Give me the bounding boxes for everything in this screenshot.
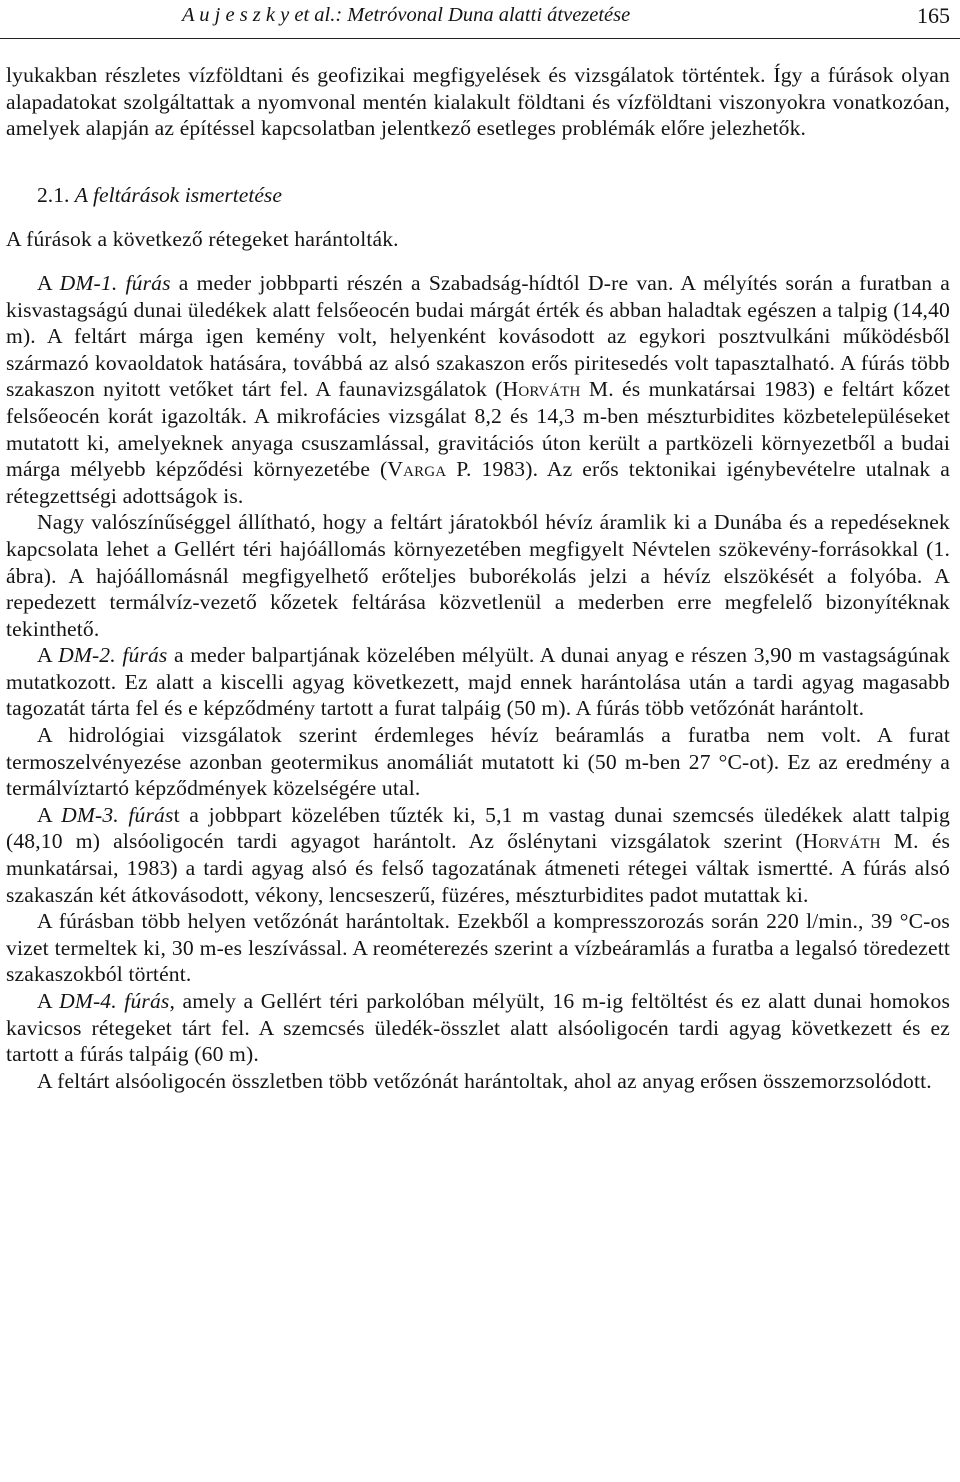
dm2-article: A	[37, 643, 59, 668]
dm3-text-1: a jobbpart közelében tűzték ki, 5,1 m vastag dunai szemcsés üledékek alatt talpig (48,10 m) alsóoligocén tardi agyagot harántolt. Az őslénytani vizsgálatok szerint (	[6, 802, 950, 854]
dm1-borehole-name: DM-1. fúrás	[59, 270, 171, 295]
dm1-author-2: Varga	[387, 457, 447, 482]
dm2-borehole-name: DM-2. fúrás	[58, 643, 168, 668]
page-number: 165	[917, 3, 950, 28]
dm1-text-3: P. 1983). Az erős tektonikai igénybevételre utalnak a rétegzettségi adottságok is.	[6, 457, 951, 508]
geothermal-paragraph: Nagy valószínűséggel állítható, hogy a feltárt járatokból hévíz áramlik ki a Dunába és a repedéseknek kapcsolata lehet a Gellért téri hajóállomás környezetében megfigyelt Névtelen szökevény-forrásokkal (1. ábra). A hajóállomásnál megfigyelhető erőteljes buborékolás jelzi a hévíz elszökését a folyóba. A repedezett termálvíz-vezető kőzetek feltárása közvetlenül a mederben erre megfelelő bizonyítéknak tekinthető.	[6, 510, 950, 641]
intro-paragraph: lyukakban részletes vízföldtani és geofizikai megfigyelések és vizsgálatok történtek. Így a fúrások olyan alapadatokat szolgáltattak a nyomvonal mentén kialakult földtani és vízföldtani viszonyokra vonatkozóan, amelyek alapján az építéssel kapcsolatban jelentkező esetleges problémák előre jelezhetők.	[6, 63, 950, 141]
dm1-text-1: a meder jobbparti részén a Szabadság-hídtól D-re van. A mélyítés során a furatban a kisvastagságú dunai üledékek alatt felsőeocén budai márgát érték és abban haladtak egészen a talpig (14,40 m). A feltárt márga igen kemény volt, helyenként kovásodott az egykori posztvulkáni működésből származó kovaoldatok hatására, továbbá az alsó szakaszon erős piritesedés volt tapasztalható. A fúrás több szakaszon nyitott vetőket tárt fel. A faunavizsgálatok (	[6, 270, 950, 402]
dm3-name-suffix: t	[173, 802, 180, 827]
dm2-paragraph	[6, 642, 950, 722]
final-paragraph: A feltárt alsóoligocén összletben több vetőzónát harántoltak, ahol az anyag erősen összemorzsolódott.	[37, 1068, 932, 1093]
section-title: A feltárások ismertetése	[74, 182, 282, 207]
dm3-author: Horváth	[802, 829, 881, 854]
dm4-article: A	[37, 989, 60, 1013]
lead-paragraph: A fúrások a következő rétegeket harántolták.	[6, 227, 399, 252]
dm1-author-1: Horváth	[502, 377, 581, 402]
running-title: A u j e s z k y et al.: Metróvonal Duna alatti átvezetése	[182, 4, 631, 26]
dm4-paragraph	[6, 988, 950, 1068]
dm1-paragraph	[6, 270, 950, 509]
section-number: 2.1.	[37, 182, 70, 207]
dm3-text-2: M. és munkatársai, 1983) a tardi agyag alsó és felső tagozatának átmeneti rétegei váltak ismertté. A fúrás alsó szakaszán két átkovásodott, vékony, lencseszerű, füzéres, mészturbidites padot mutattak ki.	[6, 829, 950, 907]
dm1-text-2: M. és munkatársai 1983) e feltárt kőzet felsőeocén korát igazolták. A mikrofácies vizsgálat 8,2 és 14,3 m-ben mészturbidites közbetelepüléseket mutatott ki, amelyeknek anyaga csuszamlással, gravitációs úton került a partközeli környezetből a budai márga mélyebb képződési környezetébe (	[6, 377, 950, 482]
dm3-borehole-name: DM-3. fúrás	[61, 802, 174, 827]
fault-zone-paragraph: A fúrásban több helyen vetőzónát harántoltak. Ezekből a kompresszorozás során 220 l/min., 39 °C-os vizet termeltek ki, 30 m-es leszívással. A reométerezés szerint a vízbeáramlás a furatba a legalsó töredezett szakaszokból történt.	[6, 909, 950, 987]
dm3-paragraph	[6, 802, 950, 908]
dm3-article: A	[37, 802, 62, 827]
article-body	[6, 62, 950, 1094]
dm4-text: , amely a Gellért téri parkolóban mélyült, 16 m-ig feltöltést és ez alatt dunai homokos kavicsos rétegeket tárt fel. A szemcsés üledék-összlet alatt alsóoligocén tardi agyag következett és ez tartott a fúrás talpáig (60 m).	[6, 989, 951, 1067]
hydrology-paragraph: A hidrológiai vizsgálatok szerint érdemleges hévíz beáramlás a furatba nem volt. A furat termoszelvényezése azonban geotermikus anomáliát mutatott ki (50 m-ben 27 °C-ot). Ez az eredmény a termálvíztartó képződmények közelségére utal.	[6, 723, 950, 801]
running-header	[0, 0, 960, 39]
section-heading	[37, 182, 950, 209]
dm2-text: a meder balpartjának közelében mélyült. A dunai anyag e részen 3,90 m vastagságúnak mutatkozott. Ez alatt a kiscelli agyag következett, majd ennek harántolása után a tardi agyag magasabb tagozatát tárta fel és e képződmény tartott a furat talpáig (50 m). A fúrás több vetőzónát harántolt.	[6, 643, 950, 721]
dm4-borehole-name: DM-4. fúrás	[59, 989, 170, 1013]
dm1-article: A	[37, 270, 60, 295]
